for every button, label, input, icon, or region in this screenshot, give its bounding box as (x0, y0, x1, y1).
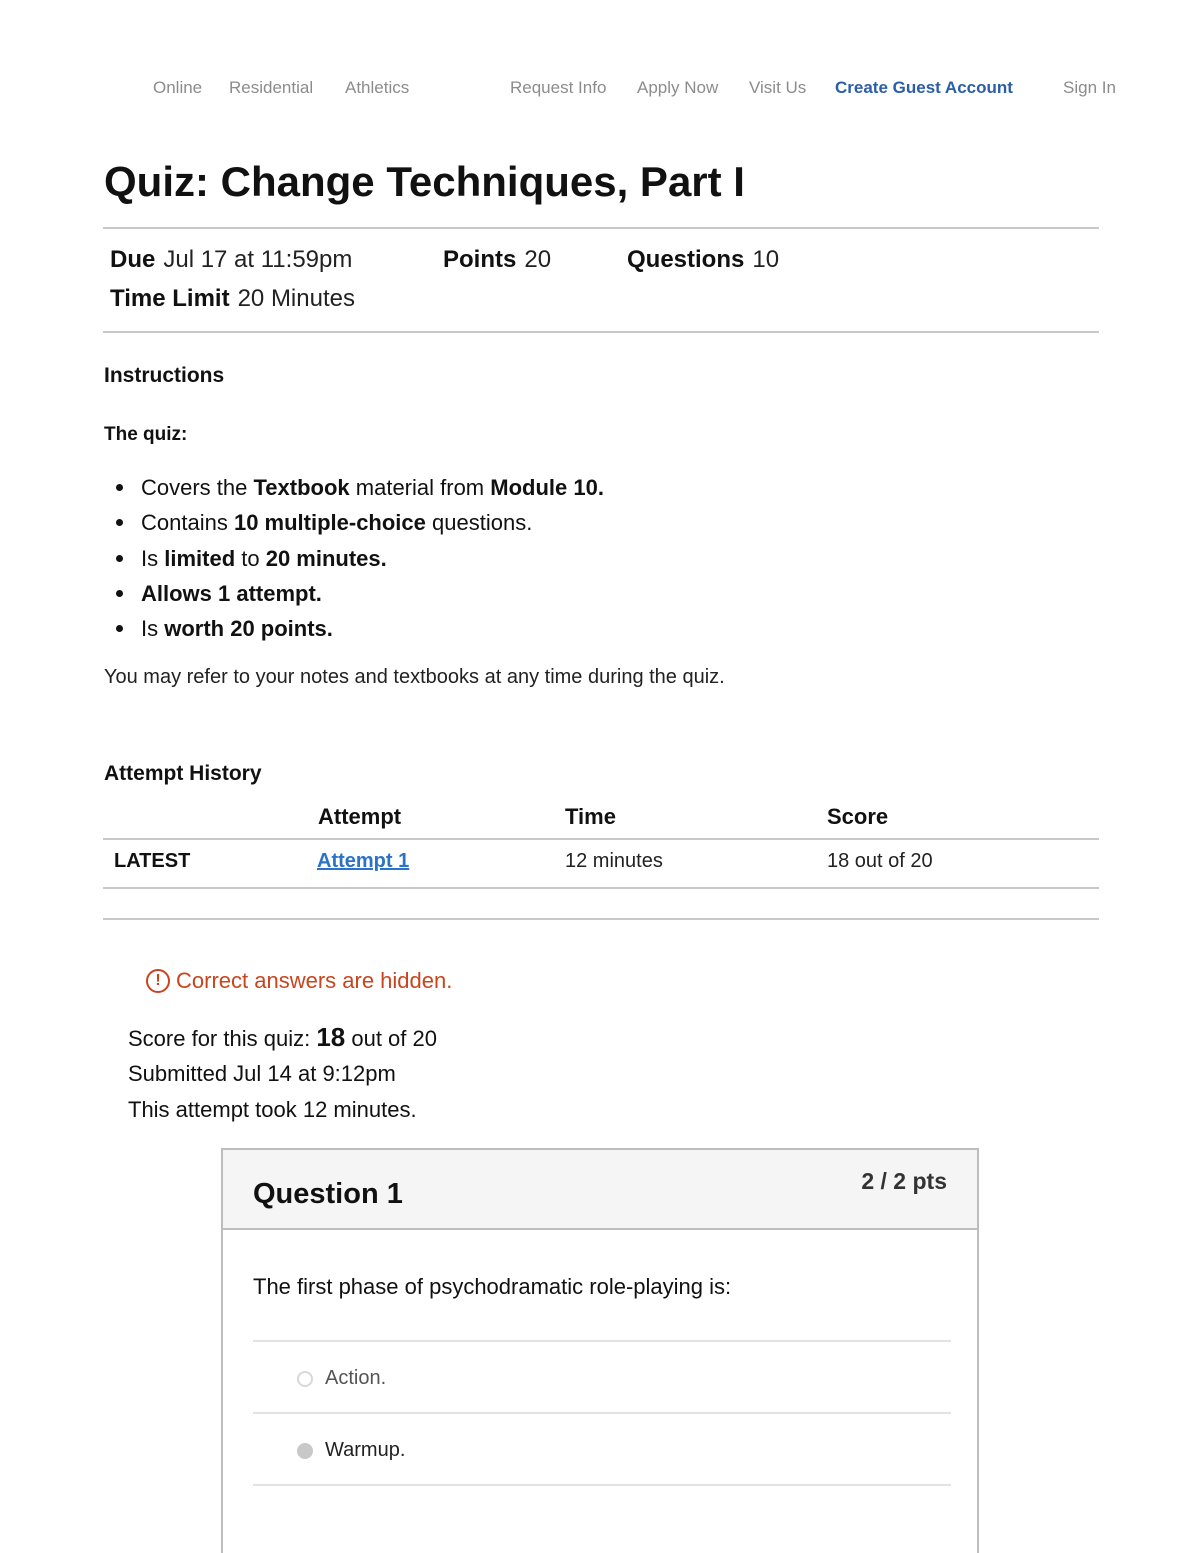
table-header-rule (103, 838, 1099, 840)
points (443, 246, 551, 274)
questions-count (627, 246, 779, 274)
due-value: Jul 17 at 11:59pm (163, 246, 353, 273)
table-cell-score: 18 out of 20 (827, 850, 933, 872)
divider (103, 918, 1099, 920)
instructions-heading: Instructions (104, 364, 225, 387)
nav-online[interactable]: Online (153, 78, 203, 97)
nav-request-info[interactable]: Request Info (510, 78, 607, 97)
attempt-history-heading: Attempt History (104, 762, 262, 785)
nav-residential[interactable]: Residential (229, 78, 314, 97)
list-item: Allows 1 attempt. (104, 576, 604, 611)
quiz-score: Score for this quiz: 18 out of 20 (128, 1022, 437, 1052)
radio-unselected-icon[interactable] (297, 1371, 313, 1387)
answer-option-selected[interactable] (297, 1439, 405, 1462)
instructions-list (104, 470, 604, 646)
nav-sign-in[interactable]: Sign In (1063, 78, 1116, 97)
answers-hidden-text: Correct answers are hidden. (176, 968, 453, 993)
nav-apply-now[interactable]: Apply Now (637, 78, 719, 97)
divider (103, 227, 1099, 229)
answer-divider (253, 1412, 951, 1414)
question-text: The first phase of psychodramatic role-playing is: (253, 1274, 732, 1299)
column-header-score: Score (827, 804, 889, 829)
question-header (223, 1150, 977, 1230)
warning-icon: ! (146, 969, 170, 993)
table-row-rule (103, 887, 1099, 889)
latest-badge: LATEST (114, 850, 191, 872)
nav-visit-us[interactable]: Visit Us (749, 78, 807, 97)
attempt-duration: This attempt took 12 minutes. (128, 1097, 417, 1122)
column-header-time: Time (565, 804, 616, 829)
question-points: 2 / 2 pts (861, 1168, 947, 1194)
answers-hidden-alert (146, 968, 452, 994)
time-limit (110, 285, 355, 313)
questions-label: Questions (627, 246, 745, 273)
answer-option[interactable] (297, 1367, 386, 1390)
time-limit-value: 20 Minutes (237, 285, 355, 312)
submitted-time: Submitted Jul 14 at 9:12pm (128, 1061, 396, 1086)
answer-divider (253, 1340, 951, 1342)
list-item: Contains 10 multiple-choice questions. (104, 505, 604, 540)
radio-selected-icon[interactable] (297, 1443, 313, 1459)
column-header-attempt: Attempt (318, 804, 402, 829)
instructions-note: You may refer to your notes and textbooks at any time during the quiz. (104, 666, 725, 688)
top-nav (0, 78, 1200, 100)
score-value: 18 (316, 1022, 346, 1052)
page-title: Quiz: Change Techniques, Part I (104, 158, 745, 205)
question-title: Question 1 (253, 1178, 403, 1210)
due-date (110, 246, 352, 274)
due-label: Due (110, 246, 156, 273)
list-item: Is worth 20 points. (104, 611, 604, 646)
nav-create-guest-account[interactable]: Create Guest Account (835, 78, 1013, 97)
instructions-intro: The quiz: (104, 424, 188, 445)
answer-divider (253, 1484, 951, 1486)
points-label: Points (443, 246, 517, 273)
list-item: Is limited to 20 minutes. (104, 541, 604, 576)
list-item: Covers the Textbook material from Module 10. (104, 470, 604, 505)
divider (103, 331, 1099, 333)
answer-label: Action. (325, 1367, 387, 1389)
time-limit-label: Time Limit (110, 285, 230, 312)
points-value: 20 (524, 246, 552, 273)
questions-value: 10 (752, 246, 780, 273)
table-cell-attempt (317, 850, 409, 873)
attempt-link[interactable]: Attempt 1 (317, 850, 410, 872)
table-cell-time: 12 minutes (565, 850, 663, 872)
question-card (221, 1148, 979, 1553)
answer-label: Warmup. (325, 1439, 406, 1461)
nav-athletics[interactable]: Athletics (345, 78, 410, 97)
